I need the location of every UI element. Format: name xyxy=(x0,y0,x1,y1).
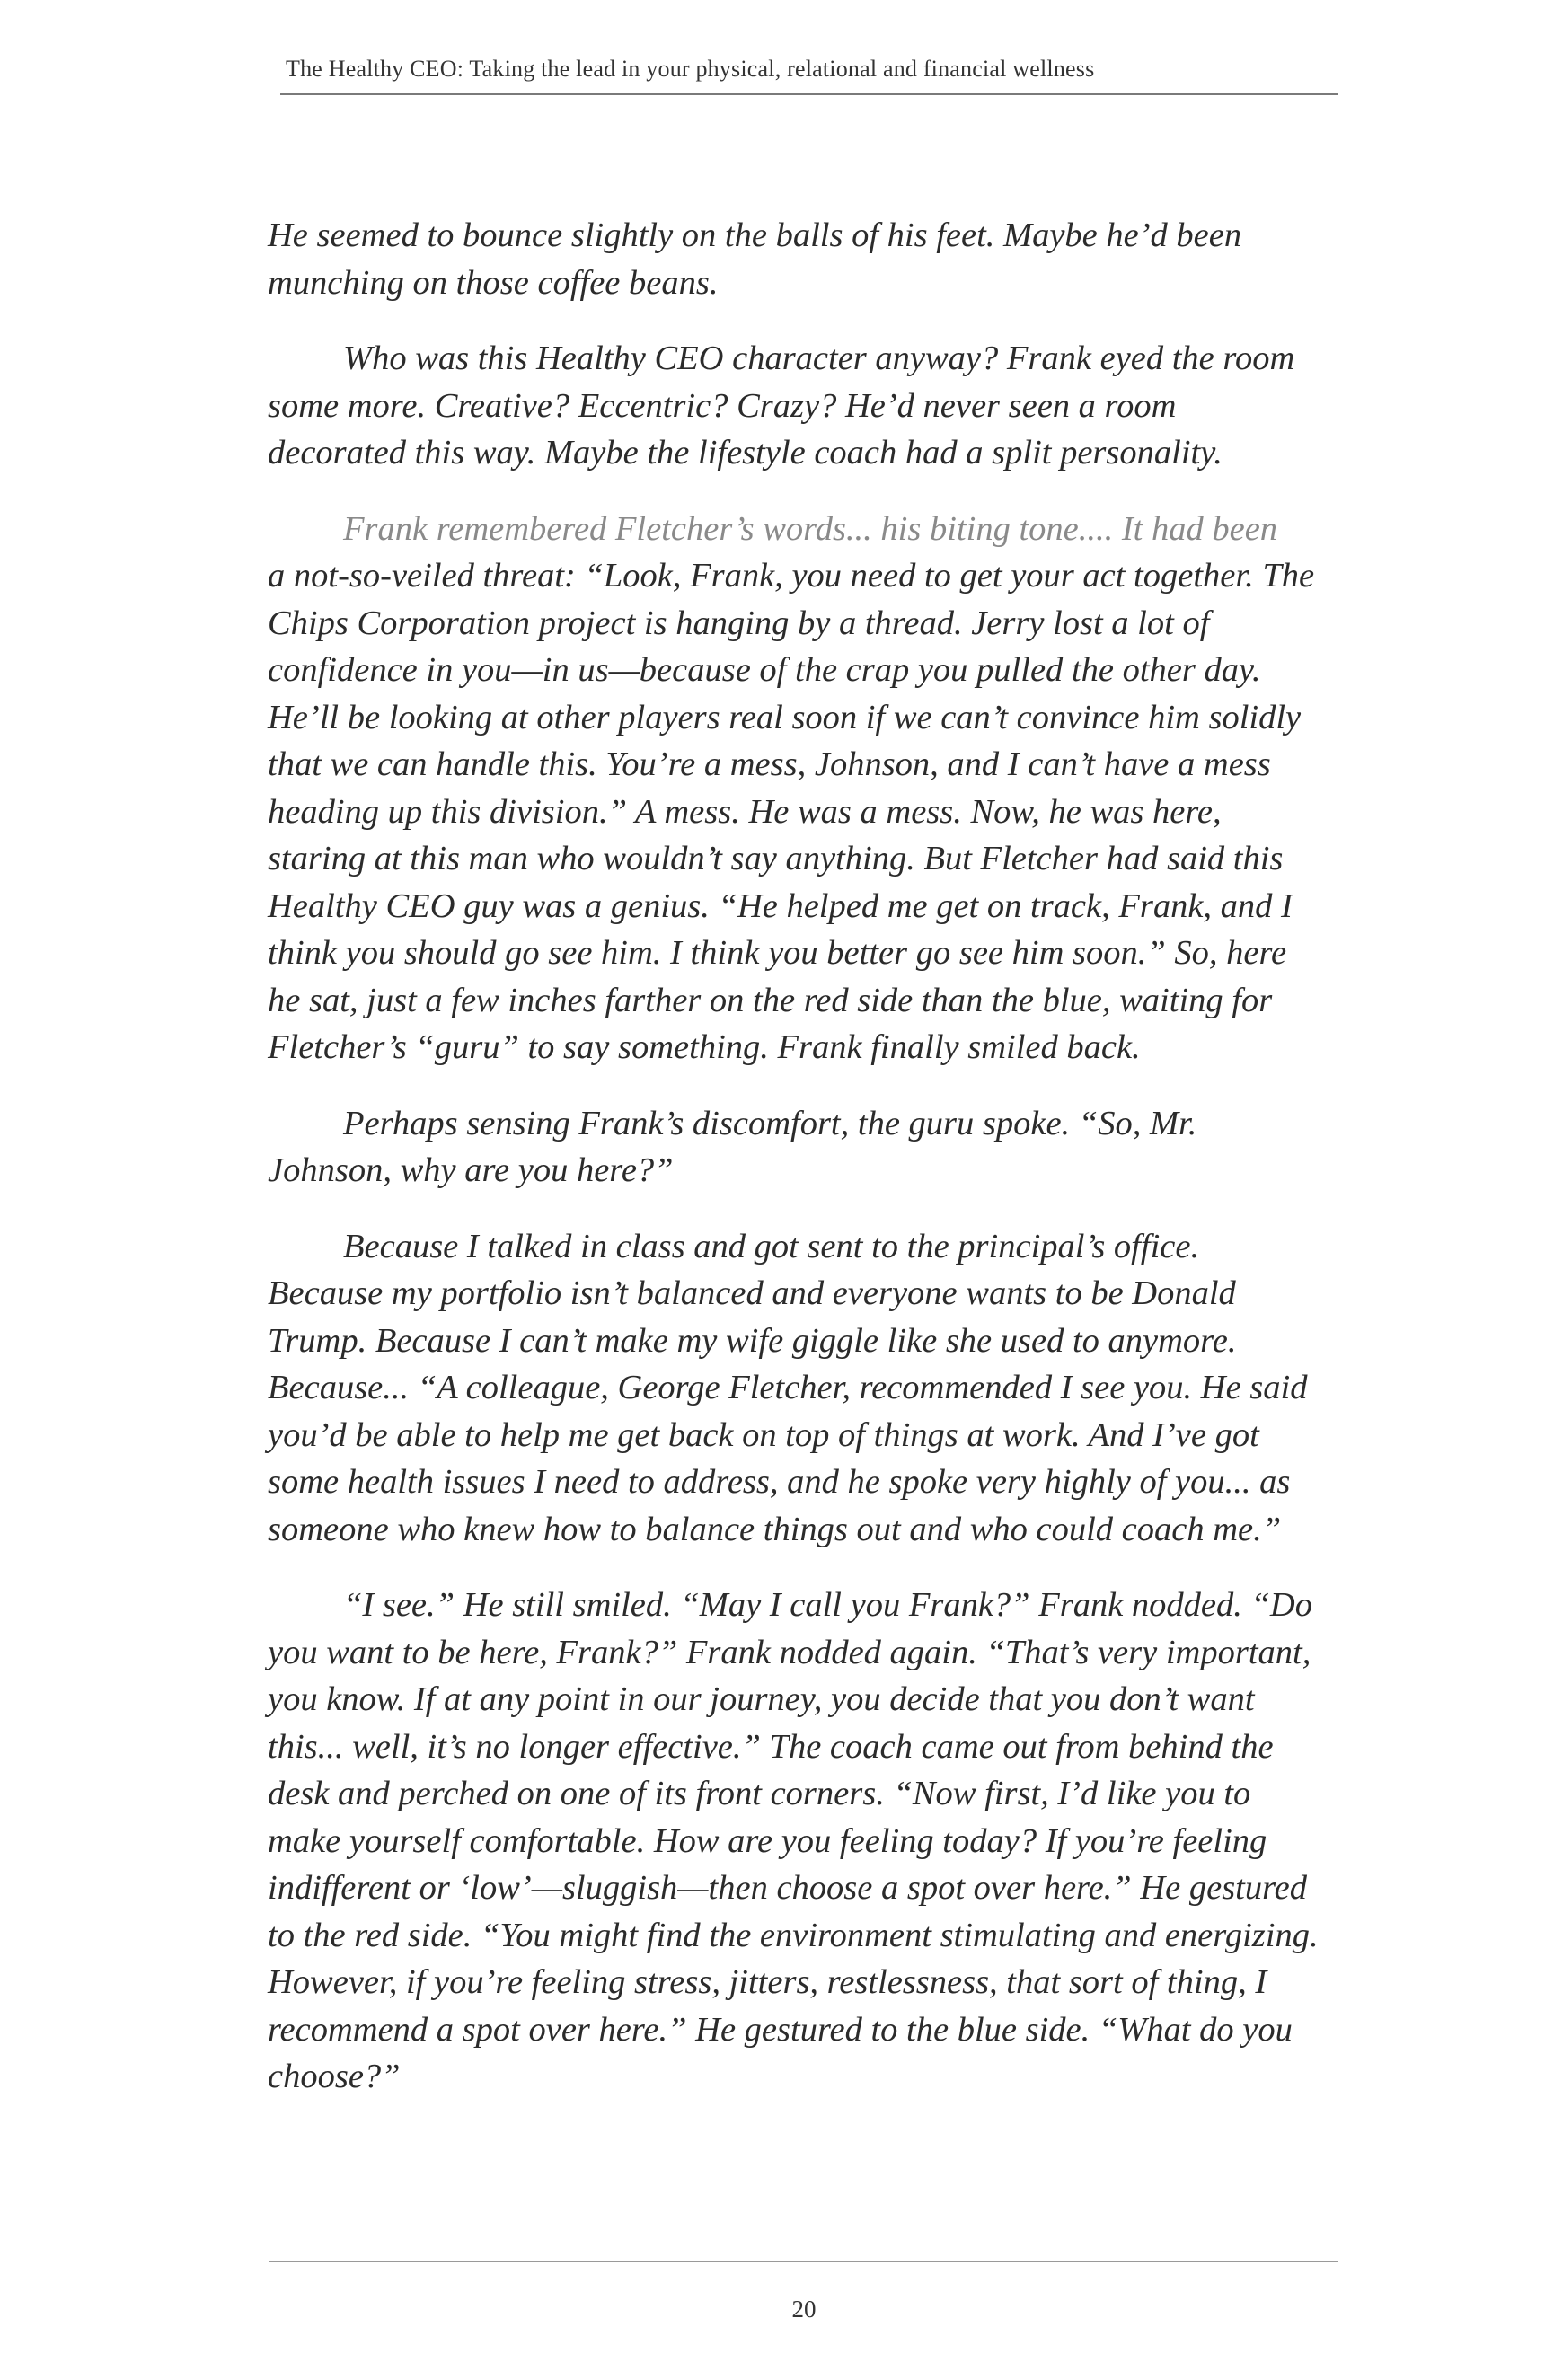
paragraph-3-continued: a not-so-veiled threat: “Look, Frank, you need to get your act together. The Chips Corporation project is hanging by a thread. Jerry lost a lot of confidence in you—in us—because of the crap you pulled the other day. He’ll be looking at other players real soon if we can’t convince him solidly that we can handle this. You’re a mess, Johnson, and I can’t have a mess heading up this division.” A mess. He was a mess. Now, he was here, staring at this man who wouldn’t say anything. But Fletcher had said this Healthy CEO guy was a genius. “He helped me get on track, Frank, and I think you should go see him. I think you better go see him soon.” So, here he sat, just a few inches farther on the red side than the blue, waiting for Fletcher’s “guru” to say something. Frank finally smiled back. xyxy=(268,557,1315,1066)
paragraph-4: Perhaps sensing Frank’s discomfort, the guru spoke. “So, Mr. Johnson, why are you here?” xyxy=(268,1104,1197,1189)
running-header: The Healthy CEO: Taking the lead in your physical, relational and financial wellness xyxy=(286,56,1095,82)
page-number: 20 xyxy=(791,2296,817,2323)
paragraph-3 xyxy=(268,506,1319,553)
paragraph-5: Because I talked in class and got sent to the principal’s office. Because my portfolio isn’t balanced and everyone wants to be Donald Trump. Because I can’t make my wife giggle like she used to anymore. Because... “A colleague, George Fletcher, recommended I see you. He said you’d be able to help me get back on top of things at work. And I’ve got some health issues I need to address, and he spoke very highly of you... as someone who knew how to balance things out and who could coach me.” xyxy=(268,1227,1308,1548)
paragraph-2: Who was this Healthy CEO character anyway? Frank eyed the room some more. Creative? Eccentric? Crazy? He’d never seen a room decorated this way. Maybe the lifestyle coach had a split personality. xyxy=(268,339,1295,472)
footer-divider xyxy=(269,2261,1338,2262)
faded-line: Frank remembered Fletcher’s words... his biting tone.... It had been xyxy=(343,509,1278,548)
paragraph-1: He seemed to bounce slightly on the balls of his feet. Maybe he’d been munching on those coffee beans. xyxy=(268,216,1242,302)
header-divider xyxy=(280,93,1338,95)
body-text xyxy=(268,212,1319,2129)
paragraph-6: “I see.” He still smiled. “May I call you Frank?” Frank nodded. “Do you want to be here, Frank?” Frank nodded again. “That’s very important, you know. If at any point in our journey, you decide that you don’t want this... well, it’s no longer effective.” The coach came out from behind the desk and perched on one of its front corners. “Now first, I’d like you to make yourself comfortable. How are you feeling today? If you’re feeling indifferent or ‘low’—sluggish—then choose a spot over here.” He gestured to the red side. “You might find the environment stimulating and energizing. However, if you’re feeling stress, jitters, restlessness, that sort of thing, I recommend a spot over here.” He gestured to the blue side. “What do you choose?” xyxy=(268,1586,1319,2095)
